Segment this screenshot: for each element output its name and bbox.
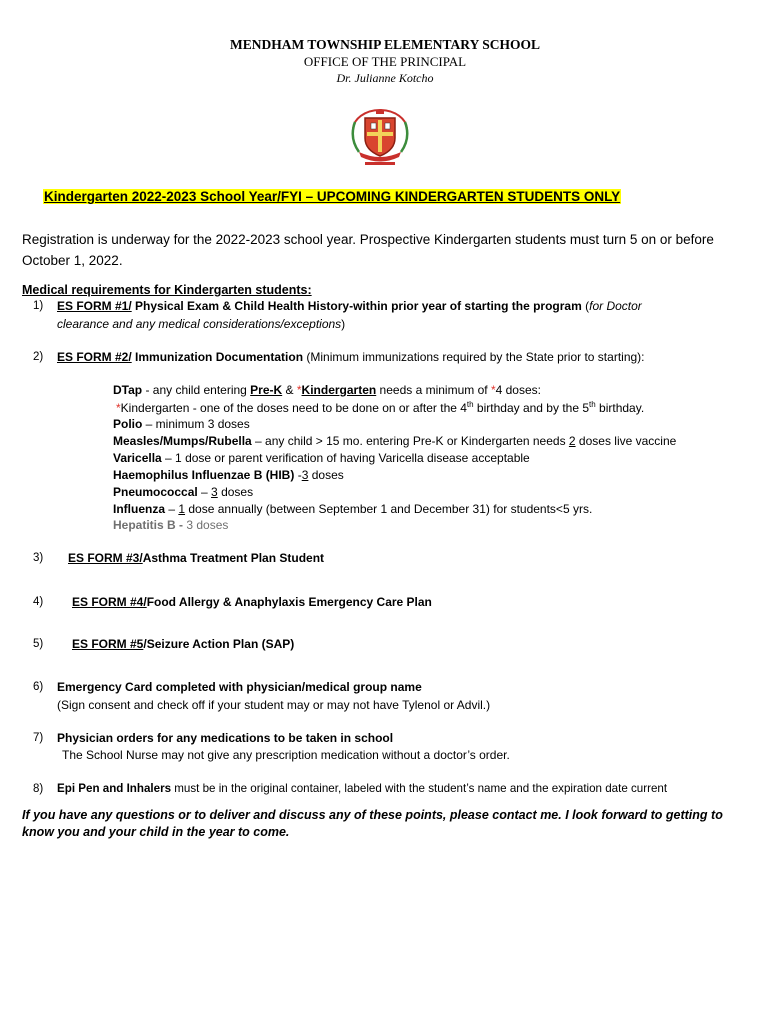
item-number: 7) bbox=[33, 732, 44, 744]
asterisk: * bbox=[116, 401, 121, 415]
asterisk: * bbox=[296, 383, 302, 397]
vaccine-name: Hepatitis B - bbox=[113, 518, 184, 532]
list-item-epi-pen bbox=[57, 782, 667, 795]
item-number: 8) bbox=[33, 783, 44, 795]
requirements-heading: Medical requirements for Kindergarten students: bbox=[22, 283, 312, 297]
text: – minimum 3 doses bbox=[142, 417, 250, 431]
item-title: Epi Pen and Inhalers bbox=[57, 782, 172, 795]
list-item-form-5 bbox=[72, 637, 294, 651]
physician-orders-note: The School Nurse may not give any prescription medication without a doctor’s order. bbox=[62, 748, 510, 762]
text: doses live vaccine bbox=[575, 434, 677, 448]
vaccine-name: Pneumococcal bbox=[113, 485, 198, 499]
text: doses bbox=[308, 468, 344, 482]
text: & bbox=[282, 383, 297, 397]
form-title: Immunization Documentation bbox=[131, 350, 304, 364]
vaccine-name: Measles/Mumps/Rubella bbox=[113, 434, 252, 448]
page-title: Kindergarten 2022-2023 School Year/FYI – UPCOMING KINDERGARTEN STUDENTS ONLY bbox=[44, 189, 621, 204]
immunization-polio bbox=[113, 417, 250, 431]
dose-count: 3 bbox=[301, 468, 309, 482]
immunization-hepatitis-b bbox=[113, 518, 228, 532]
form-link: ES FORM #4/ bbox=[72, 595, 147, 609]
form-link: ES FORM #1/ bbox=[57, 299, 132, 313]
emergency-card-note: (Sign consent and check off if your student may or may not have Tylenol or Advil.) bbox=[57, 698, 491, 712]
text: 4 doses: bbox=[495, 383, 541, 397]
item-number: 3) bbox=[33, 552, 44, 564]
text: – any child > 15 mo. entering Pre-K or Kindergarten needs bbox=[251, 434, 569, 448]
immunization-pneumococcal bbox=[113, 485, 253, 499]
form-link: ES FORM #3/ bbox=[68, 551, 143, 565]
asterisk: * bbox=[490, 383, 496, 397]
form-link: ES FORM #2/ bbox=[57, 350, 132, 364]
text: doses bbox=[217, 485, 254, 499]
office-name: OFFICE OF THE PRINCIPAL bbox=[303, 54, 467, 69]
text: Kindergarten - one of the doses need to be done on or after the 4 bbox=[120, 401, 467, 415]
text: - any child entering bbox=[142, 383, 251, 397]
immunization-influenza bbox=[113, 502, 592, 516]
list-item-physician-orders: Physician orders for any medications to be taken in school bbox=[57, 731, 394, 745]
item-number: 6) bbox=[33, 681, 44, 693]
item-text: must be in the original container, labeled with the student’s name and the expiration date current bbox=[171, 782, 668, 795]
dose-count: 1 bbox=[178, 502, 186, 516]
text: – bbox=[197, 485, 212, 499]
form-note: for Doctor bbox=[589, 299, 642, 313]
immunization-hib bbox=[113, 468, 344, 482]
text: dose annually (between September 1 and December 31) for students<5 yrs. bbox=[185, 502, 593, 516]
dose-count: 3 bbox=[211, 485, 218, 499]
note-paren: ( bbox=[585, 299, 590, 313]
dose-count: 2 bbox=[568, 434, 576, 448]
text: – 1 dose or parent verification of having Varicella disease acceptable bbox=[161, 451, 530, 465]
text: - bbox=[294, 468, 302, 482]
vaccine-name: Varicella bbox=[113, 451, 162, 465]
form-title: Food Allergy & Anaphylaxis Emergency Care Plan bbox=[146, 595, 432, 609]
form-note: (Minimum immunizations required by the State prior to starting): bbox=[303, 350, 645, 364]
text: birthday. bbox=[595, 401, 645, 415]
list-item-form-3 bbox=[68, 551, 324, 565]
prek-label: Pre-K bbox=[250, 383, 283, 397]
form-title: Asthma Treatment Plan Student bbox=[142, 551, 325, 565]
immunization-dtap bbox=[113, 383, 541, 397]
text: 3 doses bbox=[183, 518, 229, 532]
form-note-continued bbox=[57, 317, 345, 331]
superscript: th bbox=[589, 400, 596, 409]
kindergarten-label: Kindergarten bbox=[301, 383, 377, 397]
item-number: 2) bbox=[33, 351, 44, 363]
superscript: th bbox=[466, 400, 474, 409]
vaccine-name: Polio bbox=[113, 417, 143, 431]
form-note-line2: clearance and any medical considerations/exceptions bbox=[57, 317, 342, 331]
intro-paragraph: Registration is underway for the 2022-2023 school year. Prospective Kindergarten students must turn 5 on or before October 1, 2022. bbox=[22, 232, 714, 268]
principal-name: Dr. Julianne Kotcho bbox=[336, 71, 434, 85]
form-title: /Seizure Action Plan (SAP) bbox=[143, 637, 295, 651]
item-number: 1) bbox=[33, 300, 44, 312]
form-link: ES FORM #5 bbox=[72, 637, 144, 651]
note-paren-close: ) bbox=[341, 317, 346, 331]
immunization-varicella bbox=[113, 451, 530, 465]
text: birthday and by the 5 bbox=[473, 401, 590, 415]
kindergarten-dose-note bbox=[116, 401, 644, 415]
list-item-emergency-card: Emergency Card completed with physician/medical group name bbox=[57, 680, 422, 694]
item-number: 4) bbox=[33, 596, 44, 608]
vaccine-name: Haemophilus Influenzae B (HIB) bbox=[113, 468, 295, 482]
immunization-mmr bbox=[113, 434, 676, 448]
item-number: 5) bbox=[33, 638, 44, 650]
list-item-form-4 bbox=[72, 595, 432, 609]
vaccine-name: DTap bbox=[113, 383, 143, 397]
closing-paragraph: If you have any questions or to deliver and discuss any of these points, please contact me. I look forward to getting to know you and your child in the year to come. bbox=[22, 808, 723, 839]
vaccine-name: Influenza bbox=[113, 502, 166, 516]
school-crest-logo bbox=[343, 104, 417, 168]
school-name: MENDHAM TOWNSHIP ELEMENTARY SCHOOL bbox=[230, 37, 540, 52]
list-item-form-2 bbox=[57, 350, 645, 364]
list-item-form-1 bbox=[57, 299, 642, 313]
form-title: Physical Exam & Child Health History-within prior year of starting the program bbox=[131, 299, 586, 313]
text: needs a minimum of bbox=[376, 383, 491, 397]
text: – bbox=[165, 502, 179, 516]
